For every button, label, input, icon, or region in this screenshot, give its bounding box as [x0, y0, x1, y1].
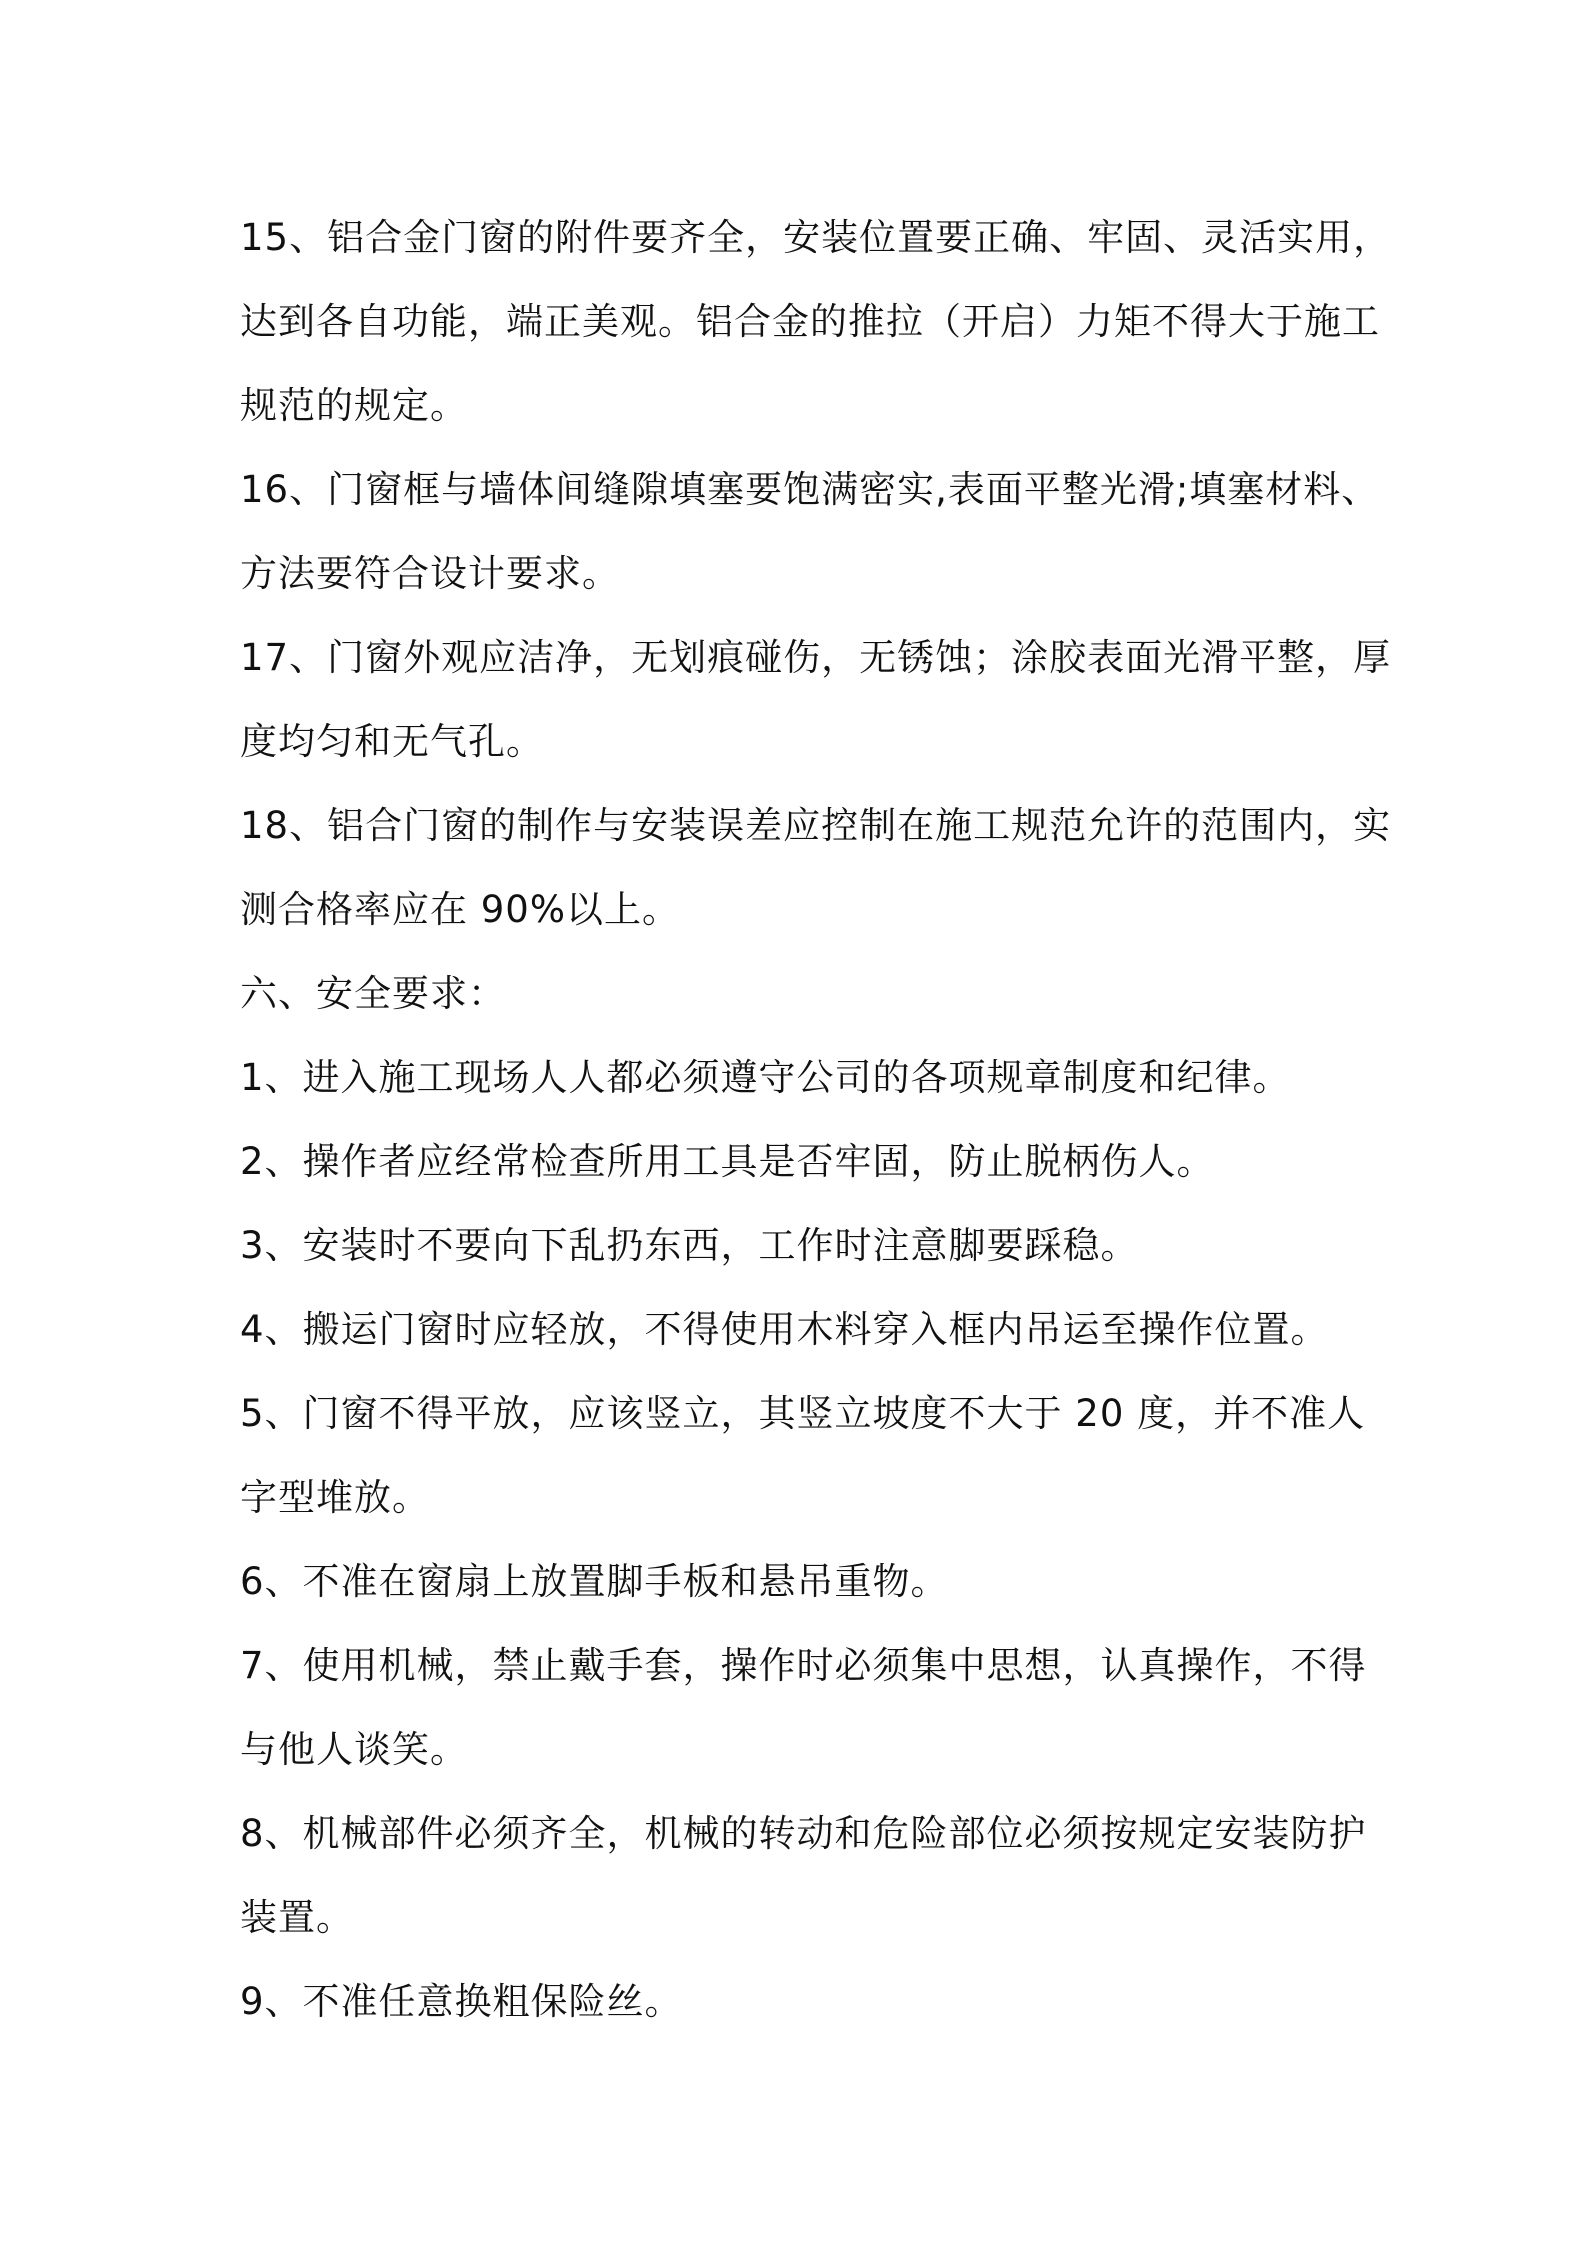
text-line: 3、安装时不要向下乱扔东西，工作时注意脚要踩稳。 — [240, 1224, 1139, 1267]
text-line: 度均匀和无气孔。 — [240, 720, 544, 763]
text-line: 18、铝合门窗的制作与安装误差应控制在施工规范允许的范围内，实 — [240, 804, 1392, 847]
text-line: 1、进入施工现场人人都必须遵守公司的各项规章制度和纪律。 — [240, 1056, 1291, 1099]
text-line: 16、门窗框与墙体间缝隙填塞要饱满密实,表面平整光滑;填塞材料、 — [240, 468, 1380, 511]
text-line: 7、使用机械，禁止戴手套，操作时必须集中思想，认真操作，不得 — [240, 1644, 1367, 1687]
text-line: 2、操作者应经常检查所用工具是否牢固，防止脱柄伤人。 — [240, 1140, 1215, 1183]
text-line: 15、铝合金门窗的附件要齐全，安装位置要正确、牢固、灵活实用， — [240, 216, 1392, 259]
text-line: 达到各自功能，端正美观。铝合金的推拉（开启）力矩不得大于施工 — [240, 300, 1380, 343]
document-body — [240, 196, 1392, 2044]
text-line: 方法要符合设计要求。 — [240, 552, 620, 595]
text-line: 9、不准任意换粗保险丝。 — [240, 1980, 683, 2023]
text-line: 6、不准在窗扇上放置脚手板和悬吊重物。 — [240, 1560, 949, 1603]
text-line: 测合格率应在 90%以上。 — [240, 888, 680, 931]
text-line: 4、搬运门窗时应轻放，不得使用木料穿入框内吊运至操作位置。 — [240, 1308, 1329, 1351]
text-line: 字型堆放。 — [240, 1476, 430, 1519]
text-line: 与他人谈笑。 — [240, 1728, 468, 1771]
text-line: 装置。 — [240, 1896, 354, 1939]
text-line: 17、门窗外观应洁净，无划痕碰伤，无锈蚀；涂胶表面光滑平整，厚 — [240, 636, 1392, 679]
text-line: 8、机械部件必须齐全，机械的转动和危险部位必须按规定安装防护 — [240, 1812, 1367, 1855]
text-line: 规范的规定。 — [240, 384, 468, 427]
section-heading: 六、安全要求： — [240, 972, 506, 1015]
text-line: 5、门窗不得平放，应该竖立，其竖立坡度不大于 20 度，并不准人 — [240, 1392, 1366, 1435]
